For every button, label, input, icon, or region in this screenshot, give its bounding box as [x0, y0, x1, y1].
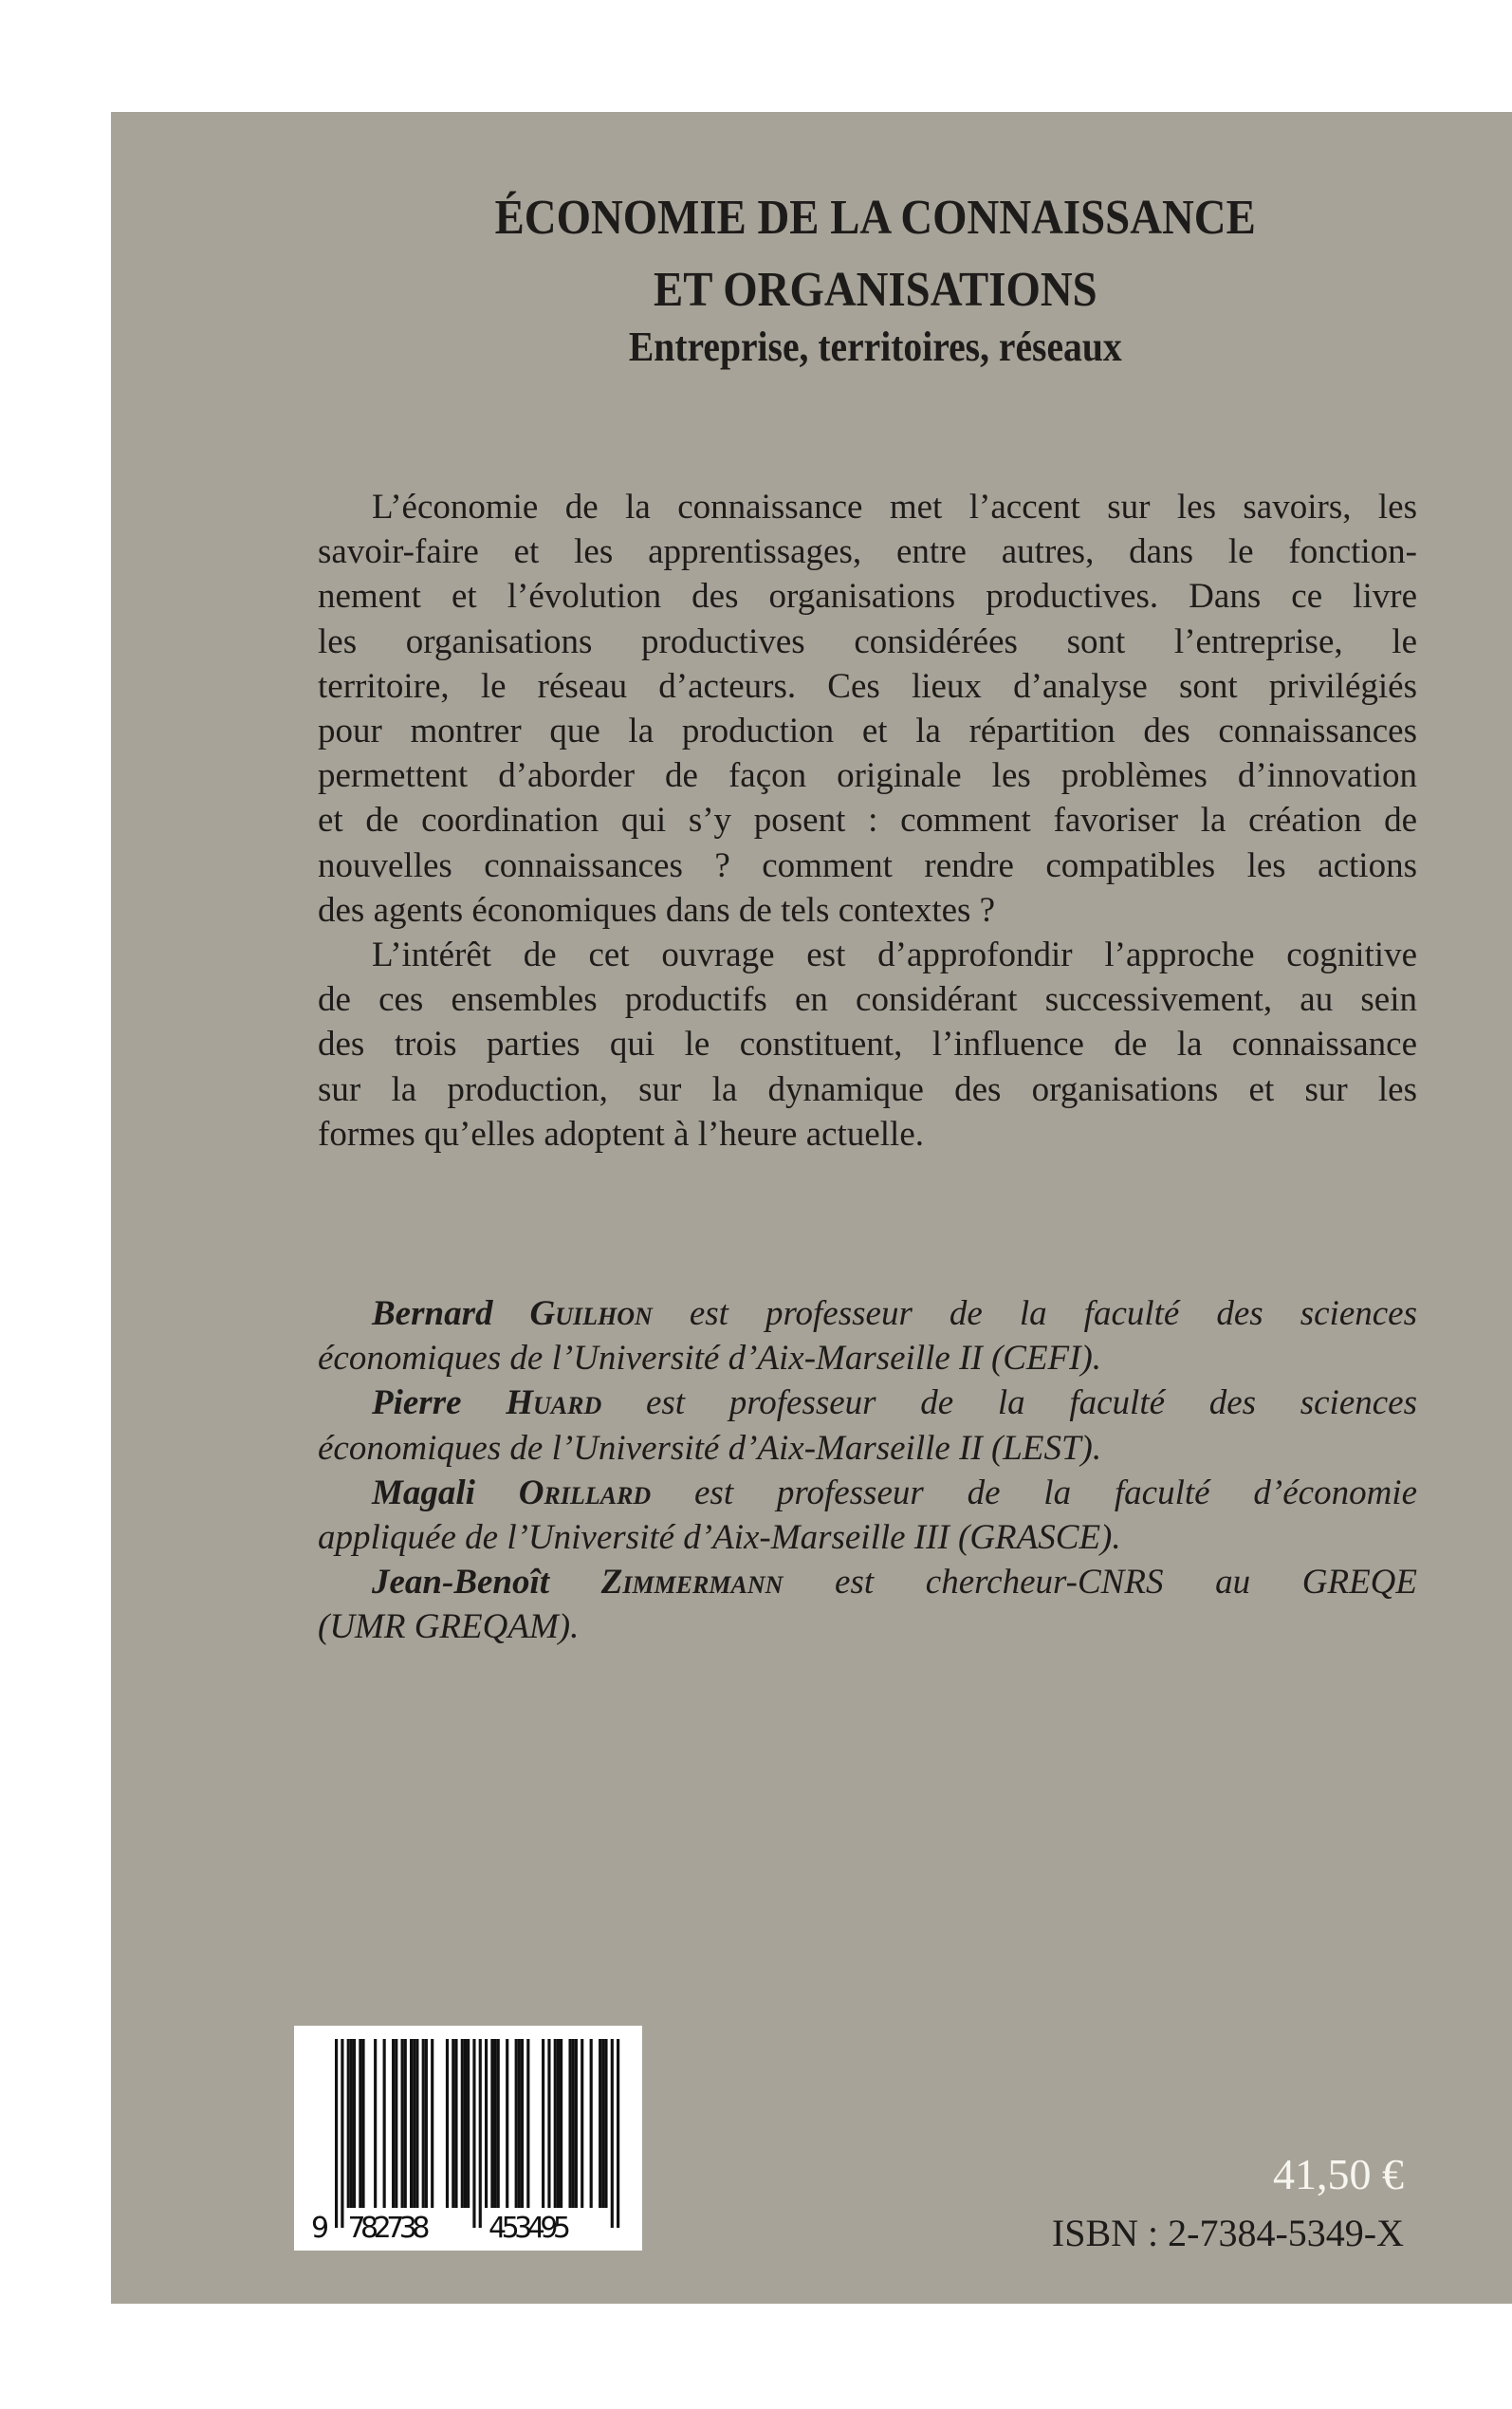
barcode-bar [454, 2039, 457, 2208]
author-last-name: Huard [506, 1383, 602, 1423]
author-affiliation: appliquée de l’Université d’Aix-Marseille III (GRASCE). [318, 1518, 1121, 1557]
blurb-line: des agents économiques dans de tels contextes ? [318, 890, 996, 930]
barcode-bar [617, 2039, 619, 2228]
barcode-bar [467, 2039, 470, 2208]
barcode-bar [425, 2039, 428, 2208]
barcode-bar [581, 2039, 583, 2208]
barcode-bar [485, 2039, 488, 2208]
barcode-bar [446, 2039, 449, 2208]
barcode [294, 2026, 642, 2251]
barcode-bar [350, 2039, 353, 2208]
author-role: est professeur de la faculté d’économie [694, 1473, 1417, 1512]
blurb-line: nement et l’évolution des organisations productives. Dans ce livre [318, 577, 1417, 617]
author-last-name: Orillard [518, 1473, 652, 1512]
book-back-cover [111, 112, 1512, 2304]
barcode-bar [518, 2039, 521, 2208]
barcode-bar [572, 2039, 575, 2208]
barcode-bar [395, 2039, 397, 2208]
barcode-bar [335, 2039, 338, 2228]
author-first-name: Magali [372, 1473, 475, 1512]
barcode-bar [461, 2039, 464, 2208]
barcode-bar [374, 2039, 377, 2208]
barcode-bar [472, 2039, 475, 2228]
title-line-1 [114, 190, 1512, 246]
title-line-2-text: ET ORGANISATIONS [654, 263, 1097, 317]
barcode-bar [506, 2039, 508, 2208]
barcode-bar [542, 2039, 544, 2208]
barcode-bar [521, 2039, 524, 2208]
author-role: est professeur de la faculté des sciences [689, 1294, 1418, 1333]
author-role: est chercheur-CNRS au GREQE [835, 1563, 1417, 1603]
barcode-bar [353, 2039, 356, 2208]
barcode-bar [479, 2039, 482, 2228]
blurb-line: sur la production, sur la dynamique des organisations et sur les [318, 1069, 1417, 1109]
barcode-bar [611, 2039, 614, 2228]
blurb-line: de ces ensembles productifs en considérant successivement, au sein [318, 980, 1417, 1020]
author-affiliation: (UMR GREQAM). [318, 1607, 580, 1647]
author-last-name: Guilhon [529, 1294, 653, 1333]
author-bio-line [372, 1471, 1417, 1515]
barcode-bar [568, 2039, 571, 2208]
author-bio-line [372, 1291, 1417, 1336]
barcode-bar [526, 2039, 529, 2208]
blurb-line: permettent d’aborder de façon originale les problèmes d’innovation [318, 756, 1417, 796]
barcode-bar [599, 2039, 601, 2208]
barcode-bar [415, 2039, 418, 2208]
author-affiliation: économiques de l’Université d’Aix-Marseille II (CEFI). [318, 1339, 1102, 1379]
blurb-line: nouvelles connaissances ? comment rendre compatibles les actions [318, 845, 1417, 885]
author-first-name: Jean-Benoît [372, 1563, 550, 1603]
barcode-bar [493, 2039, 496, 2208]
barcode-digits: 453495 [489, 2212, 571, 2245]
barcode-bar [410, 2039, 413, 2208]
barcode-bar [452, 2039, 454, 2208]
blurb-line: des trois parties qui le constituent, l’influence de la connaissance [318, 1025, 1417, 1065]
author-bio-line [372, 1381, 1417, 1425]
subtitle-text: Entreprise, territoires, réseaux [629, 324, 1122, 370]
barcode-digits: 782738 [347, 2212, 431, 2245]
author-first-name: Bernard [372, 1294, 493, 1333]
barcode-digits: 9 [311, 2212, 330, 2245]
barcode-bar [547, 2039, 550, 2208]
isbn: ISBN : 2-7384-5349-X [1051, 2212, 1404, 2254]
barcode-bar [601, 2039, 604, 2208]
barcode-bar [413, 2039, 415, 2208]
barcode-bar [361, 2039, 364, 2208]
author-last-name: Zimmermann [600, 1563, 784, 1603]
blurb-line: pour montrer que la production et la répartition des connaissances [318, 712, 1417, 750]
barcode-bar [341, 2039, 343, 2228]
barcode-bar [392, 2039, 395, 2208]
barcode-bar [464, 2039, 467, 2208]
barcode-bar [575, 2039, 578, 2208]
barcode-bar [401, 2039, 404, 2208]
barcode-bar [490, 2039, 493, 2208]
subtitle [114, 323, 1512, 371]
blurb-line: formes qu’elles adoptent à l’heure actuelle. [318, 1114, 924, 1154]
blurb-line: les organisations productives considérées sont l’entreprise, le [318, 621, 1417, 661]
barcode-bar [554, 2039, 557, 2208]
title-line-2 [114, 262, 1512, 318]
title-line-1-text: ÉCONOMIE DE LA CONNAISSANCE [494, 191, 1257, 245]
barcode-bar [560, 2039, 562, 2208]
blurb-line: et de coordination qui s’y posent : comment favoriser la création de [318, 801, 1417, 841]
barcode-bar [422, 2039, 425, 2208]
author-role: est professeur de la faculté des sciences [645, 1383, 1417, 1423]
barcode-bar [590, 2039, 593, 2208]
barcode-bar [557, 2039, 560, 2208]
blurb-line: savoir-faire et les apprentissages, entre autres, dans le fonction- [318, 532, 1417, 572]
barcode-bars [294, 2026, 642, 2251]
blurb-line: territoire, le réseau d’acteurs. Ces lieux d’analyse sont privilégiés [318, 666, 1417, 706]
barcode-bar [515, 2039, 518, 2208]
barcode-bar [431, 2039, 433, 2208]
blurb-line: L’intérêt de cet ouvrage est d’approfondir l’approche cognitive [372, 936, 1417, 974]
author-bio-line [372, 1560, 1417, 1604]
author-affiliation: économiques de l’Université d’Aix-Marseille II (LEST). [318, 1428, 1102, 1468]
barcode-bar [383, 2039, 386, 2208]
blurb-line: L’économie de la connaissance met l’accent sur les savoirs, les [372, 488, 1417, 527]
author-first-name: Pierre [372, 1383, 462, 1423]
barcode-bar [359, 2039, 361, 2208]
price: 41,50 € [1273, 2150, 1404, 2198]
barcode-bar [497, 2039, 500, 2208]
barcode-bar [604, 2039, 607, 2208]
barcode-bar [404, 2039, 407, 2208]
barcode-bar [347, 2039, 350, 2208]
